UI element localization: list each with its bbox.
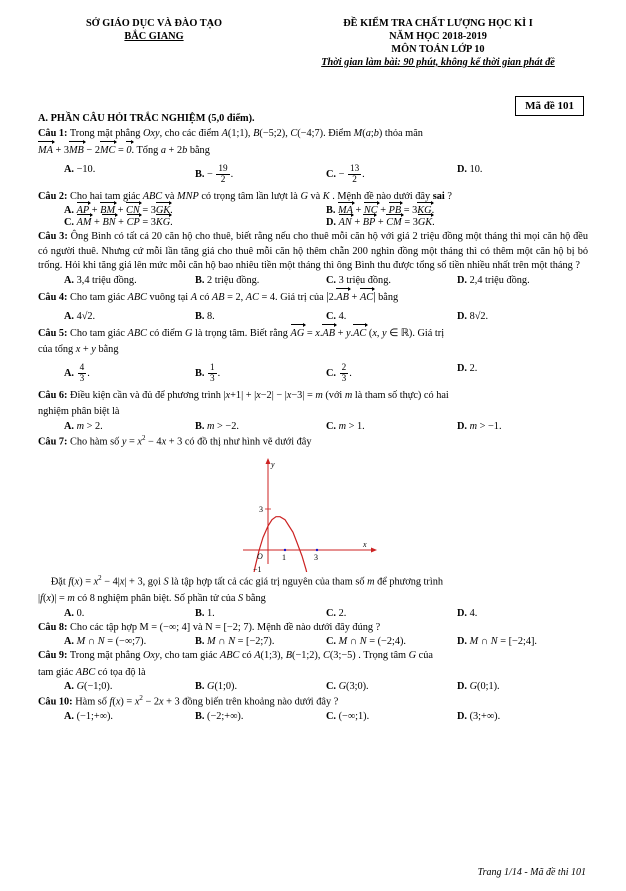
question-10-answers <box>38 711 588 722</box>
question-4: Câu 4: Cho tam giác ABC vuông tại A có AB = 2, AC = 4. Giá trị của |2.AB + AC| bằng <box>38 288 588 306</box>
question-9-cont: tam giác ABC có tọa độ là <box>38 666 146 678</box>
answer-option: A. AP + BM + CN = 3GK. <box>64 205 173 217</box>
header-right-block <box>288 18 588 69</box>
answer-option: A. 0. <box>64 607 85 619</box>
answer-option: D. 4. <box>457 607 478 619</box>
answer-option: C. 3 triệu đồng. <box>326 274 391 286</box>
question-9-label: Câu 9: <box>38 650 68 662</box>
answer-option: A. $\frac{4}{3}$ . <box>64 361 90 383</box>
exam-content <box>0 113 626 722</box>
answer-option: B. − $\frac{19}{2}$ . <box>195 162 234 184</box>
question-7-label: Câu 7: <box>38 436 68 448</box>
header-left-block <box>38 18 270 69</box>
answer-option: D. 2. <box>457 362 478 374</box>
question-7-after-figure-2: |f(x)| = m có 8 nghiệm phân biệt. Số phần tử của S bằng <box>38 592 266 604</box>
answer-option: B. MA + NC + PB = 3KG. <box>326 205 435 217</box>
exam-duration: Thời gian làm bài: 90 phút, không kể thời gian phát đề <box>321 56 555 68</box>
question-6-answers <box>38 421 588 432</box>
question-1-label: Câu 1: <box>38 128 68 140</box>
answer-option: C. 4. <box>326 310 347 322</box>
answer-option: C. (−∞;1). <box>326 711 370 723</box>
answer-option: D. M ∩ N = [−2;4]. <box>457 636 537 648</box>
question-10-label: Câu 10: <box>38 696 73 708</box>
neg-one-label: −1 <box>253 564 262 572</box>
y-axis-label: y <box>271 459 275 469</box>
answer-option: A. (−1;+∞). <box>64 711 113 723</box>
document-header <box>0 0 626 69</box>
question-4-label: Câu 4: <box>38 291 68 303</box>
x-tick-3: 3 <box>314 552 318 562</box>
question-7-after-figure: Đặt $f(x) = x^2 - 4|x| + 3$, gọi S là tập hợp tất cả các giá trị nguyên của tham số m để phương trình <box>38 573 444 588</box>
question-9-answers <box>38 681 588 692</box>
question-8-answers <box>38 636 588 647</box>
question-6: Câu 6: Điều kiện cần và đủ để phương trình |x+1| + |x−2| − |x−3| = m (với m là tham số thực) có hai <box>38 389 449 401</box>
section-title: A. PHẦN CÂU HỎI TRẮC NGHIỆM (5,0 điểm). <box>38 113 255 125</box>
answer-option: C. m > 1. <box>326 420 365 432</box>
question-3 <box>38 230 588 274</box>
subject-grade: MÔN TOÁN LỚP 10 <box>391 43 485 55</box>
question-1: Câu 1: Trong mặt phẳng Oxy, cho các điểm A(1;1), B(−5;2), C(−4;7). Điểm M(a;b) thỏa mãn <box>38 128 423 140</box>
answer-option: B. 8. <box>195 310 215 322</box>
question-2-answers-row1 <box>38 205 588 216</box>
answer-option: D. G(0;1). <box>457 681 500 693</box>
question-5: Câu 5: Cho tam giác ABC có điểm G là trọng tâm. Biết rằng AG = x.AB + y.AC (x, y ∈ ℝ). Giá trị <box>38 327 588 342</box>
province-name: BẮC GIANG <box>124 30 184 42</box>
question-2-label: Câu 2: <box>38 190 68 202</box>
answer-option: B. m > −2. <box>195 420 239 432</box>
question-8 <box>38 621 588 636</box>
answer-option: B. 2 triệu đồng. <box>195 274 260 286</box>
department-name: SỞ GIÁO DỤC VÀ ĐÀO TẠO <box>85 18 223 29</box>
question-5-cont: của tổng x + y bằng <box>38 344 119 356</box>
exam-code-box: Mã đề 101 <box>515 96 584 116</box>
question-8-label: Câu 8: <box>38 621 68 633</box>
question-2: Câu 2: Cho hai tam giác ABC và MNP có trọng tâm lần lượt là G và K . Mệnh đề nào dưới đây sai ? <box>38 190 452 202</box>
question-6-label: Câu 6: <box>38 389 68 401</box>
answer-option: C. AM + BN + CP = 3KG. <box>64 217 173 229</box>
answer-option: D. 8√2. <box>457 310 489 322</box>
question-5-label: Câu 5: <box>38 327 68 339</box>
y-tick-3: 3 <box>259 504 263 514</box>
origin-label: O <box>257 551 263 561</box>
answer-option: A. 4√2. <box>64 310 96 322</box>
parabola-graph <box>213 454 413 572</box>
answer-option: D. m > −1. <box>457 420 502 432</box>
answer-option: A. G(−1;0). <box>64 681 113 693</box>
answer-option: A. 3,4 triệu đồng. <box>64 274 137 286</box>
exam-title: ĐỀ KIỂM TRA CHẤT LƯỢNG HỌC KÌ I <box>343 18 533 29</box>
x-axis-label: x <box>363 539 367 549</box>
question-6-cont: nghiệm phân biệt là <box>38 406 120 418</box>
answer-option: A. −10. <box>64 163 96 175</box>
answer-option: D. AN + BP + CM = 3GK. <box>326 217 435 229</box>
question-2-answers-row2 <box>38 217 588 228</box>
question-4-answers <box>38 311 588 322</box>
question-10: Câu 10: Hàm số $f(x) = x^2 - 2x + 3$ đồng biến trên khoảng nào dưới đây ? <box>38 694 339 708</box>
answer-option: C. − $\frac{13}{2}$ . <box>326 162 365 184</box>
question-7: Câu 7: Cho hàm số $y = x^2 - 4x + 3$ có đồ thị như hình vẽ dưới đây <box>38 433 312 448</box>
question-5-answers <box>38 363 588 384</box>
answer-option: B. 1. <box>195 607 215 619</box>
answer-option: A. m > 2. <box>64 420 103 432</box>
answer-option: C. M ∩ N = (−2;4). <box>326 636 406 648</box>
answer-option: C. G(3;0). <box>326 681 369 693</box>
school-year: NĂM HỌC 2018-2019 <box>389 30 487 42</box>
answer-option: B. $\frac{1}{3}$ . <box>195 361 221 383</box>
question-3-text: Ông Bình có tất cả 20 căn hộ cho thuê, biết rằng nếu cho thuê mỗi căn hộ với giá 2 triệu đồng một tháng thì mọi căn hộ đều có người thuê. Nhưng cứ mỗi lần tăng giá cho thuê mỗi căn hộ thêm chẵn 200 nghìn đồng một tháng thì có thêm một căn hộ bị bỏ trống. Hỏi khi tăng giá lên mức mỗi căn hộ bao nhiêu tiền một tháng thì ông Bình thu được tổng số tiền nhiều nhất trên một tháng ? <box>38 231 588 272</box>
answer-option: D. 2,4 triệu đồng. <box>457 274 530 286</box>
answer-option: C. 2. <box>326 607 347 619</box>
parabola-figure <box>213 454 413 572</box>
answer-option: D. (3;+∞). <box>457 711 501 723</box>
question-8-text: Cho các tập hợp M = (−∞; 4] và N = [−2; 7). Mệnh đề nào dưới đây đúng ? <box>70 621 381 633</box>
question-9: Câu 9: Trong mặt phẳng Oxy, cho tam giác ABC có A(1;3), B(−1;2), C(3;−5) . Trọng tâm G của <box>38 650 433 662</box>
answer-option: B. (−2;+∞). <box>195 711 244 723</box>
x-tick-1: 1 <box>282 552 286 562</box>
question-1-formula: MA + 3MB − 2MC = 0. Tổng a + 2b bằng <box>38 144 588 159</box>
answer-option: A. M ∩ N = (−∞;7). <box>64 636 147 648</box>
question-1-answers <box>38 164 588 185</box>
answer-option: D. 10. <box>457 163 483 175</box>
answer-option: B. M ∩ N = [−2;7). <box>195 636 275 648</box>
answer-option: C. $\frac{2}{3}$ . <box>326 361 352 383</box>
question-3-answers <box>38 275 588 286</box>
question-7-answers <box>38 608 588 619</box>
answer-option: B. G(1;0). <box>195 681 238 693</box>
page-footer: Trang 1/14 - Mã đề thi 101 <box>477 867 586 878</box>
question-3-label: Câu 3: <box>38 231 68 243</box>
